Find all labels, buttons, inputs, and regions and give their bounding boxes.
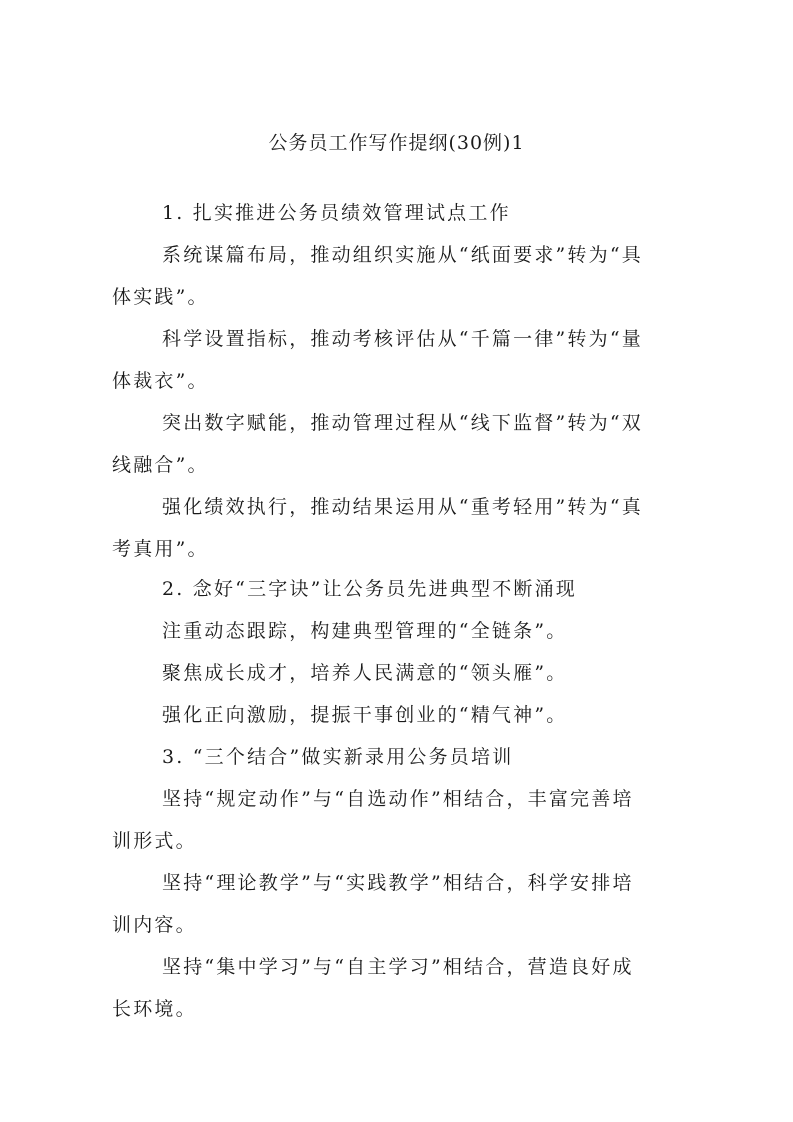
paragraph-line: 训形式。	[112, 830, 197, 852]
paragraph-line: 长环境。	[112, 998, 197, 1020]
paragraph-line: 强化正向激励，提振干事创业的“精气神”。	[162, 704, 568, 726]
paragraph-line: 坚持“集中学习”与“自主学习”相结合，营造良好成	[162, 956, 634, 978]
section-heading-3: 3. “三个结合”做实新录用公务员培训	[162, 746, 514, 768]
paragraph-line: 训内容。	[112, 914, 197, 936]
paragraph-line: 聚焦成长成才，培养人民满意的“领头雁”。	[162, 662, 568, 684]
section-heading-1: 1. 扎实推进公务员绩效管理试点工作	[162, 202, 511, 224]
paragraph-line: 线融合”。	[112, 454, 209, 476]
paragraph-line: 坚持“规定动作”与“自选动作”相结合，丰富完善培	[162, 788, 634, 810]
section-heading-2: 2. 念好“三字诀”让公务员先进典型不断涌现	[162, 578, 577, 600]
paragraph-line: 科学设置指标，推动考核评估从“千篇一律”转为“量	[162, 328, 643, 350]
paragraph-line: 坚持“理论教学”与“实践教学”相结合，科学安排培	[162, 872, 634, 894]
paragraph-line: 考真用”。	[112, 538, 209, 560]
paragraph-line: 系统谋篇布局，推动组织实施从“纸面要求”转为“具	[162, 244, 643, 266]
document-title: 公务员工作写作提纲(30例)1	[268, 132, 525, 154]
paragraph-line: 突出数字赋能，推动管理过程从“线下监督”转为“双	[162, 412, 643, 434]
paragraph-line: 体实践”。	[112, 286, 209, 308]
paragraph-line: 体裁衣”。	[112, 370, 209, 392]
paragraph-line: 强化绩效执行，推动结果运用从“重考轻用”转为“真	[162, 496, 643, 518]
paragraph-line: 注重动态跟踪，构建典型管理的“全链条”。	[162, 620, 568, 642]
